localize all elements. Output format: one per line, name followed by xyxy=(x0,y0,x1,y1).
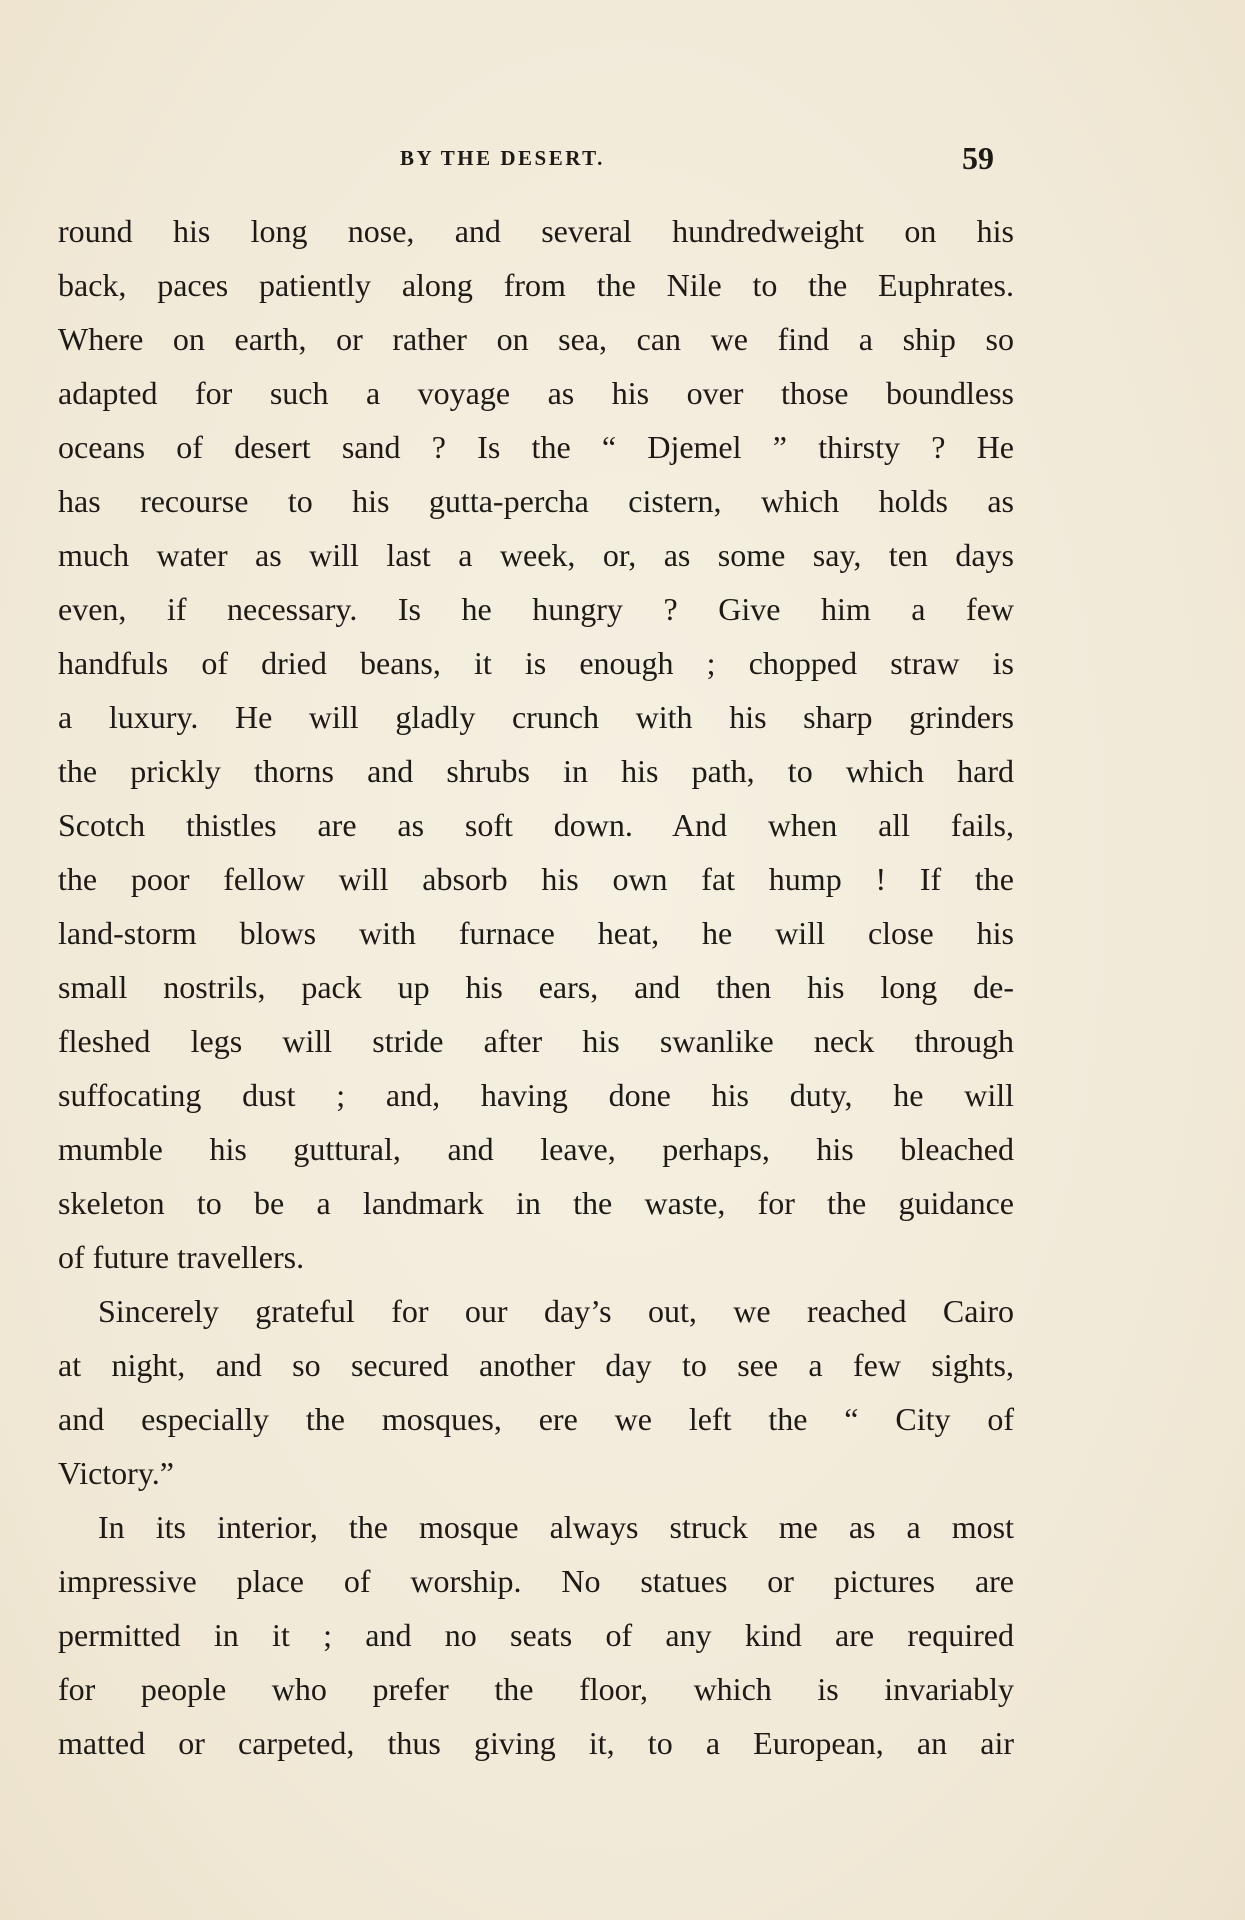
running-title: BY THE DESERT. xyxy=(400,146,605,170)
paragraph-2 xyxy=(58,1284,1014,1500)
text-line: small nostrils, pack up his ears, and then his long de- xyxy=(58,969,1014,1005)
text-line: back, paces patiently along from the Nile to the Euphrates. xyxy=(58,267,1014,303)
text-line: much water as will last a week, or, as some say, ten days xyxy=(58,537,1014,573)
running-head xyxy=(0,140,1245,180)
text-line: impressive place of worship. No statues or pictures are xyxy=(58,1563,1014,1599)
text-line: handfuls of dried beans, it is enough ; chopped straw is xyxy=(58,645,1014,681)
paragraph-1 xyxy=(58,204,1014,1284)
text-line: matted or carpeted, thus giving it, to a European, an air xyxy=(58,1725,1014,1761)
text-line: has recourse to his gutta-percha cistern, which holds as xyxy=(58,483,1014,519)
text-line: the poor fellow will absorb his own fat hump ! If the xyxy=(58,861,1014,897)
paragraph-3 xyxy=(58,1500,1014,1770)
text-line: at night, and so secured another day to see a few sights, xyxy=(58,1347,1014,1383)
text-line: of future travellers. xyxy=(58,1239,305,1275)
text-line: a luxury. He will gladly crunch with his sharp grinders xyxy=(58,699,1014,735)
text-line: Where on earth, or rather on sea, can we find a ship so xyxy=(58,321,1014,357)
text-line: fleshed legs will stride after his swanlike neck through xyxy=(58,1023,1014,1059)
text-line: oceans of desert sand ? Is the “ Djemel ” thirsty ? He xyxy=(58,429,1014,465)
text-line: even, if necessary. Is he hungry ? Give him a few xyxy=(58,591,1014,627)
text-line: adapted for such a voyage as his over those boundless xyxy=(58,375,1014,411)
text-line: Sincerely grateful for our day’s out, we reached Cairo xyxy=(98,1293,1014,1329)
text-line: permitted in it ; and no seats of any kind are required xyxy=(58,1617,1014,1653)
page-number: 59 xyxy=(962,140,994,176)
text-line: for people who prefer the floor, which is invariably xyxy=(58,1671,1014,1707)
text-line: skeleton to be a landmark in the waste, for the guidance xyxy=(58,1185,1014,1221)
text-line: the prickly thorns and shrubs in his path, to which hard xyxy=(58,753,1014,789)
text-line: In its interior, the mosque always struck me as a most xyxy=(98,1509,1014,1545)
text-line: land-storm blows with furnace heat, he will close his xyxy=(58,915,1014,951)
text-line: mumble his guttural, and leave, perhaps, his bleached xyxy=(58,1131,1014,1167)
text-line: suffocating dust ; and, having done his duty, he will xyxy=(58,1077,1014,1113)
text-line: Scotch thistles are as soft down. And when all fails, xyxy=(58,807,1014,843)
text-line: round his long nose, and several hundredweight on his xyxy=(58,213,1014,249)
text-line: and especially the mosques, ere we left the “ City of xyxy=(58,1401,1014,1437)
text-line: Victory.” xyxy=(58,1455,174,1491)
body-text xyxy=(58,204,1014,1770)
